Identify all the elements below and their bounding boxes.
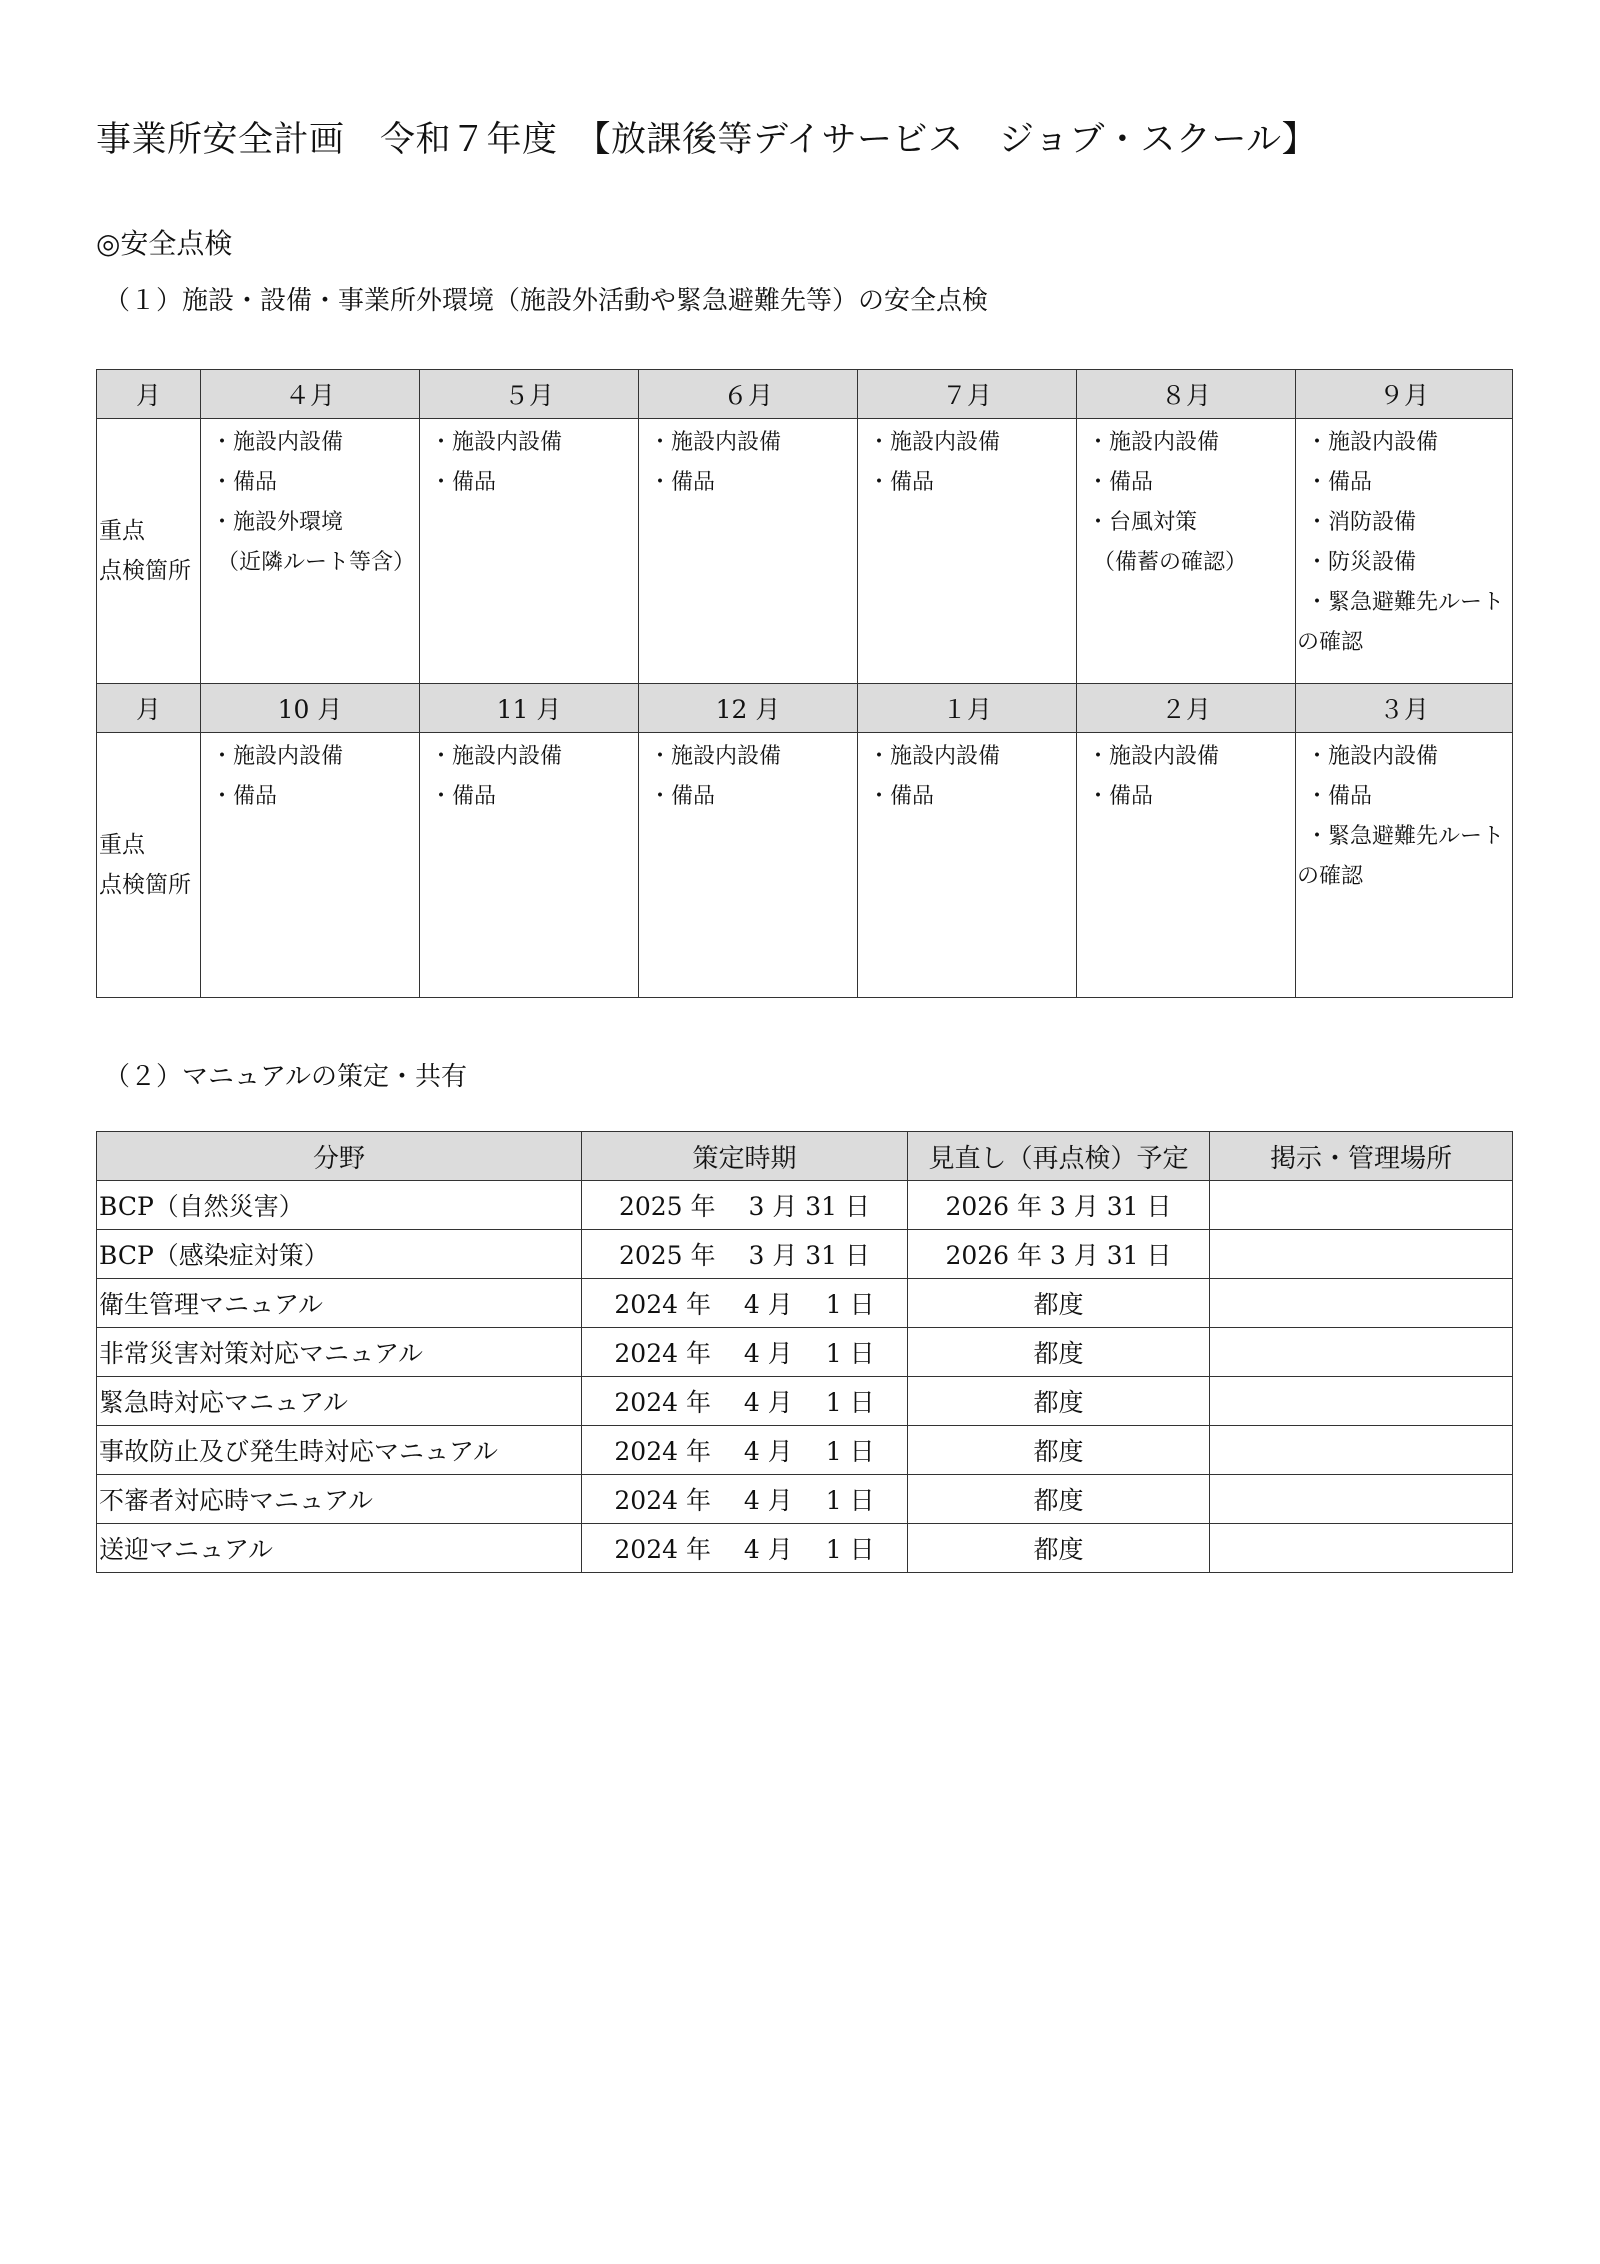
inspection-item: ・備品 [1306, 784, 1373, 809]
manual-field: 非常災害対策対応マニュアル [97, 1328, 582, 1377]
page-title: 事業所安全計画 令和７年度 【放課後等デイサービス ジョブ・スクール】 [96, 120, 1318, 160]
review-date: 2026 年 3 月 31 日 [908, 1181, 1210, 1230]
inspection-item: ・消防設備 [1306, 510, 1417, 535]
manual-field: 送迎マニュアル [97, 1524, 582, 1573]
inspection-cell [1077, 733, 1296, 998]
month-header: 11 月 [420, 684, 639, 733]
month-header: ９月 [1296, 370, 1513, 419]
month-header: 12 月 [639, 684, 858, 733]
table-row [97, 1230, 1513, 1279]
inspection-item: ・備品 [211, 470, 278, 495]
row-label-cell [97, 733, 201, 998]
header-established: 策定時期 [582, 1132, 908, 1181]
row-label-line1: 重点 [99, 832, 145, 858]
established-date: 2025 年 3 月 31 日 [582, 1181, 908, 1230]
month-header: ２月 [1077, 684, 1296, 733]
table-row [97, 1279, 1513, 1328]
inspection-cell [201, 733, 420, 998]
inspection-item: ・施設外環境 [211, 510, 344, 535]
month-header: ７月 [858, 370, 1077, 419]
established-date: 2024 年 4 月 1 日 [582, 1377, 908, 1426]
manual-field: 衛生管理マニュアル [97, 1279, 582, 1328]
header-location: 掲示・管理場所 [1210, 1132, 1513, 1181]
location-cell [1210, 1475, 1513, 1524]
inspection-cell [639, 419, 858, 684]
inspection-item: ・施設内設備 [430, 744, 563, 769]
review-date: 都度 [908, 1328, 1210, 1377]
location-cell [1210, 1328, 1513, 1377]
month-header-row-second-half [97, 684, 1513, 733]
inspection-item: ・備品 [211, 784, 278, 809]
inspection-cell [201, 419, 420, 684]
location-cell [1210, 1230, 1513, 1279]
header-review: 見直し（再点検）予定 [908, 1132, 1210, 1181]
manual-field: BCP（自然災害） [97, 1181, 582, 1230]
manual-subheading: （２）マニュアルの策定・共有 [104, 1062, 467, 1092]
inspection-item: ・備品 [430, 784, 497, 809]
inspection-table [96, 369, 1513, 998]
inspection-item: ・施設内設備 [1306, 430, 1439, 455]
manual-header-row [97, 1132, 1513, 1181]
manual-field: 事故防止及び発生時対応マニュアル [97, 1426, 582, 1475]
inspection-cell [1077, 419, 1296, 684]
inspection-item: （備蓄の確認） [1093, 550, 1248, 575]
location-cell [1210, 1377, 1513, 1426]
inspection-item: ・備品 [868, 784, 935, 809]
inspection-item: ・防災設備 [1306, 550, 1417, 575]
inspection-item: ・備品 [868, 470, 935, 495]
inspection-cell [639, 733, 858, 998]
inspection-cell [1296, 733, 1513, 998]
inspection-item: ・緊急避難先ルート [1306, 824, 1505, 849]
table-row [97, 1524, 1513, 1573]
location-cell [1210, 1279, 1513, 1328]
header-field: 分野 [97, 1132, 582, 1181]
established-date: 2024 年 4 月 1 日 [582, 1524, 908, 1573]
review-date: 都度 [908, 1377, 1210, 1426]
row-label-cell [97, 419, 201, 684]
inspection-item: の確認 [1297, 864, 1364, 889]
month-header: ５月 [420, 370, 639, 419]
inspection-item: ・施設内設備 [1306, 744, 1439, 769]
inspection-item: ・備品 [1087, 784, 1154, 809]
inspection-items-row-second-half [97, 733, 1513, 998]
inspection-item: （近隣ルート等含） [217, 550, 416, 575]
inspection-item: ・施設内設備 [868, 430, 1001, 455]
inspection-item: の確認 [1297, 630, 1364, 655]
inspection-cell [1296, 419, 1513, 684]
inspection-cell [858, 733, 1077, 998]
location-cell [1210, 1181, 1513, 1230]
month-label-cell: 月 [97, 684, 201, 733]
inspection-item: ・備品 [649, 784, 716, 809]
manual-table [96, 1131, 1513, 1573]
inspection-item: ・台風対策 [1087, 510, 1198, 535]
inspection-subheading: （１）施設・設備・事業所外環境（施設外活動や緊急避難先等）の安全点検 [104, 286, 989, 316]
review-date: 都度 [908, 1279, 1210, 1328]
inspection-item: ・備品 [649, 470, 716, 495]
inspection-item: ・施設内設備 [868, 744, 1001, 769]
inspection-item: ・施設内設備 [1087, 744, 1220, 769]
established-date: 2024 年 4 月 1 日 [582, 1475, 908, 1524]
month-header: ８月 [1077, 370, 1296, 419]
month-header-row-first-half [97, 370, 1513, 419]
section-heading: ◎安全点検 [96, 227, 233, 260]
row-label-line2: 点検箇所 [99, 872, 191, 898]
inspection-cell [420, 419, 639, 684]
inspection-cell [420, 733, 639, 998]
inspection-item: ・施設内設備 [1087, 430, 1220, 455]
table-row [97, 1426, 1513, 1475]
established-date: 2024 年 4 月 1 日 [582, 1328, 908, 1377]
inspection-cell [858, 419, 1077, 684]
established-date: 2024 年 4 月 1 日 [582, 1279, 908, 1328]
inspection-items-row-first-half [97, 419, 1513, 684]
manual-field: 不審者対応時マニュアル [97, 1475, 582, 1524]
manual-field: 緊急時対応マニュアル [97, 1377, 582, 1426]
established-date: 2024 年 4 月 1 日 [582, 1426, 908, 1475]
month-header: ４月 [201, 370, 420, 419]
location-cell [1210, 1426, 1513, 1475]
month-label-cell: 月 [97, 370, 201, 419]
inspection-item: ・備品 [1087, 470, 1154, 495]
inspection-item: ・緊急避難先ルート [1306, 590, 1505, 615]
table-row [97, 1328, 1513, 1377]
inspection-item: ・施設内設備 [649, 430, 782, 455]
review-date: 都度 [908, 1475, 1210, 1524]
month-header: １月 [858, 684, 1077, 733]
row-label-line1: 重点 [99, 518, 145, 544]
row-label-line2: 点検箇所 [99, 558, 191, 584]
inspection-item: ・備品 [430, 470, 497, 495]
established-date: 2025 年 3 月 31 日 [582, 1230, 908, 1279]
inspection-item: ・施設内設備 [211, 744, 344, 769]
inspection-item: ・施設内設備 [430, 430, 563, 455]
month-header: 10 月 [201, 684, 420, 733]
inspection-item: ・備品 [1306, 470, 1373, 495]
table-row [97, 1181, 1513, 1230]
review-date: 2026 年 3 月 31 日 [908, 1230, 1210, 1279]
month-header: ６月 [639, 370, 858, 419]
month-header: ３月 [1296, 684, 1513, 733]
table-row [97, 1475, 1513, 1524]
manual-field: BCP（感染症対策） [97, 1230, 582, 1279]
inspection-item: ・施設内設備 [211, 430, 344, 455]
review-date: 都度 [908, 1524, 1210, 1573]
table-row [97, 1377, 1513, 1426]
review-date: 都度 [908, 1426, 1210, 1475]
location-cell [1210, 1524, 1513, 1573]
inspection-item: ・施設内設備 [649, 744, 782, 769]
